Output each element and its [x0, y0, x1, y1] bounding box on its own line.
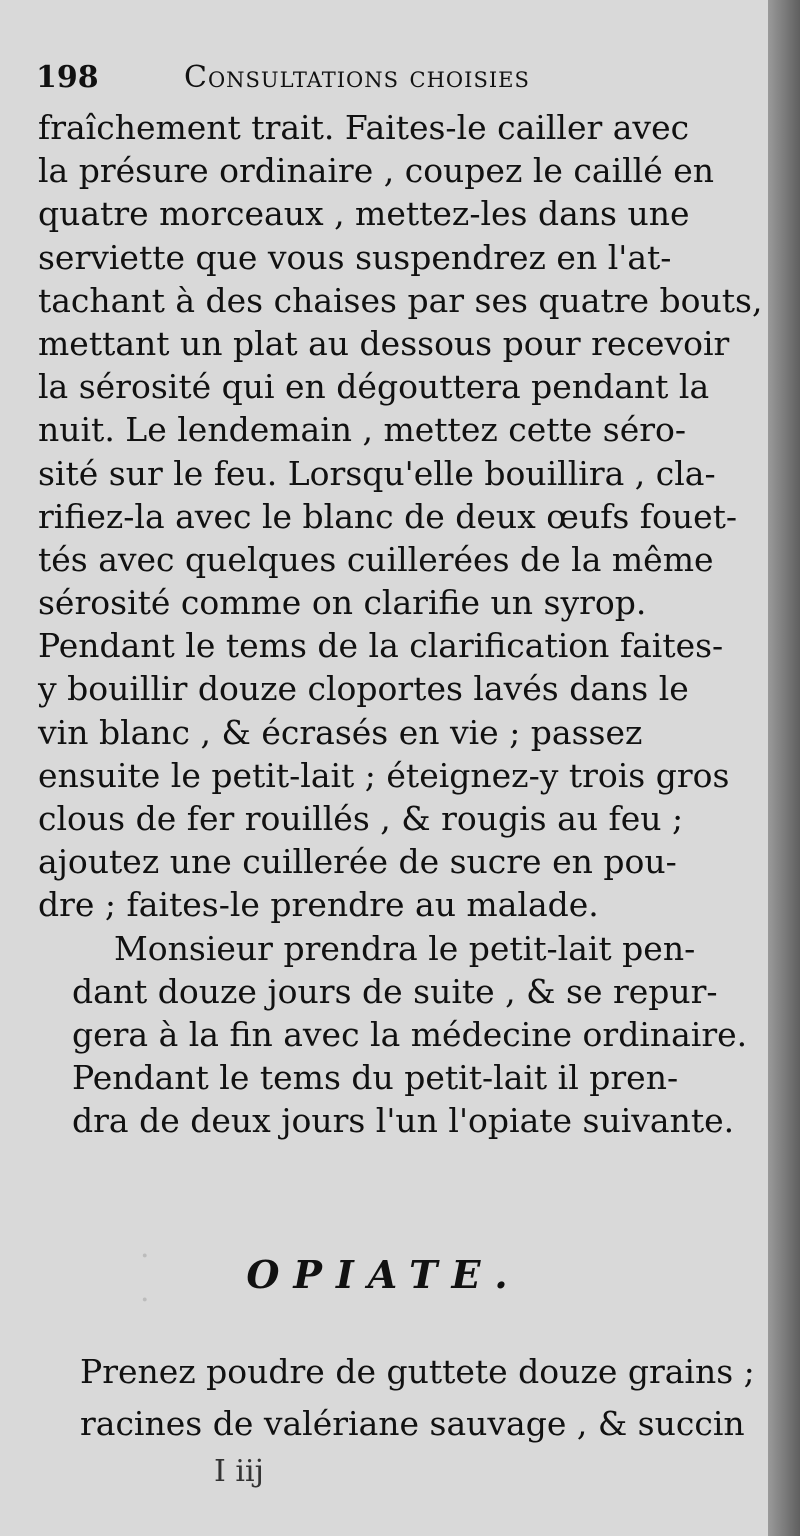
- text-line: gera à la fin avec la médecine ordinaire.: [72, 1014, 748, 1054]
- text-line: tés avec quelques cuillerées de la même: [38, 539, 714, 579]
- text-line: sité sur le feu. Lorsqu'elle bouillira , cla-: [38, 453, 716, 493]
- running-title: Consultations choisies: [184, 60, 530, 95]
- text-line: y bouillir douze cloportes lavés dans le: [38, 669, 689, 709]
- text-line: serviette que vous suspendrez en l'at-: [38, 237, 672, 277]
- text-line: dant douze jours de suite , & se repur-: [72, 971, 718, 1011]
- recipe-text: [80, 1346, 768, 1450]
- text-line: racines de valériane sauvage , & succin: [80, 1404, 745, 1443]
- text-line: dra de deux jours l'un l'opiate suivante.: [72, 1101, 735, 1141]
- text-line: fraîchement trait. Faites-le cailler avec: [38, 108, 690, 147]
- page-edge-shadow: [768, 0, 800, 1536]
- text-line: ensuite le petit-lait ; éteignez-y trois gros: [38, 755, 730, 795]
- show-through-text: · ·: [140, 1237, 150, 1316]
- text-line: ajoutez une cuillerée de sucre en pou-: [38, 842, 677, 882]
- page-number: 198: [36, 60, 99, 95]
- text-line: Pendant le tems de la clarification faites-: [38, 626, 724, 666]
- text-line: sérosité comme on clarifie un syrop.: [38, 583, 647, 623]
- paragraph-first-line: Monsieur prendra le petit-lait pen-: [114, 928, 696, 968]
- text-line: tachant à des chaises par ses quatre bouts,: [38, 280, 763, 320]
- text-line: clous de fer rouillés , & rougis au feu ;: [38, 799, 684, 838]
- text-line: Pendant le tems du petit-lait il pren-: [72, 1058, 679, 1098]
- text-line: quatre morceaux , mettez-les dans une: [38, 194, 690, 234]
- text-line: Prenez poudre de guttete douze grains ;: [80, 1352, 755, 1391]
- signature-mark: I iij: [214, 1454, 264, 1489]
- text-line: la sérosité qui en dégouttera pendant la: [38, 367, 710, 407]
- text-line: la présure ordinaire , coupez le caillé en: [38, 151, 715, 191]
- text-line: mettant un plat au dessous pour recevoir: [38, 323, 730, 363]
- page-header: [36, 60, 636, 110]
- text-line: nuit. Le lendemain , mettez cette séro-: [38, 410, 687, 450]
- text-line: rifiez-la avec le blanc de deux œufs fouet-: [38, 496, 738, 536]
- text-line: dre ; faites-le prendre au malade.: [38, 885, 599, 925]
- section-title: OPIATE.: [246, 1252, 522, 1297]
- body-text: [38, 106, 763, 1143]
- text-line: vin blanc , & écrasés en vie ; passez: [38, 712, 643, 752]
